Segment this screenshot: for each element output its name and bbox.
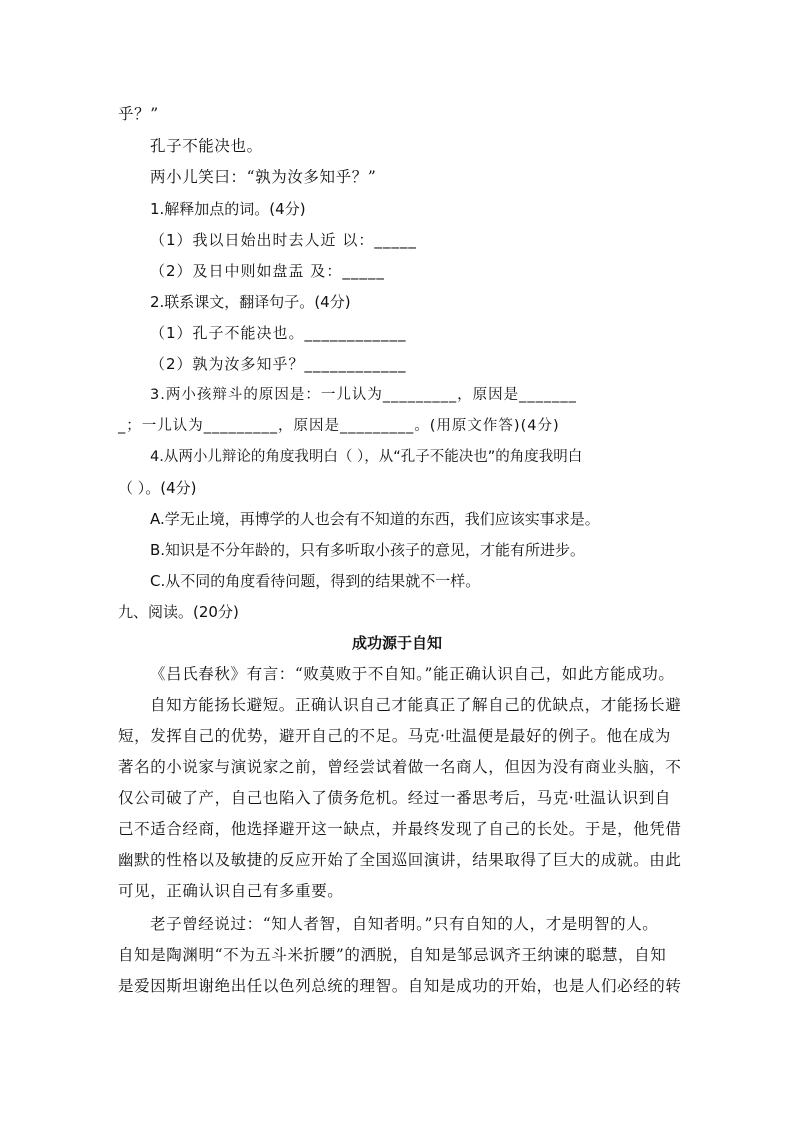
- article-title: 成功源于自知: [351, 634, 442, 652]
- article-line: 著名的小说家与演说家之前，曾经尝试着做一名商人，但因为没有商业头脑，不: [118, 758, 682, 776]
- question-2-item-2: （2）孰为汝多知乎？____________: [150, 355, 407, 373]
- article-line: 幽默的性格以及敏捷的反应开始了全国巡回演讲，结果取得了巨大的成就。由此: [118, 851, 682, 869]
- passage-line: 两小儿笑曰：“孰为汝多知乎？”: [150, 168, 377, 186]
- question-3-line-1: 3.两小孩辩斗的原因是：一儿认为_________，原因是_______: [150, 387, 577, 403]
- question-1-item-2: （2）及日中则如盘盂 及：_____: [150, 262, 385, 280]
- question-4-option-c: C.从不同的角度看待问题，得到的结果就不一样。: [150, 572, 481, 590]
- passage-line: 孔子不能决也。: [150, 137, 263, 155]
- question-1-stem: 1.解释加点的词。(4分): [150, 200, 306, 218]
- article-line: 短，发挥自己的优势，避开自己的不足。马克·吐温便是最好的例子。他在成为: [118, 727, 671, 745]
- passage-line: 乎？”: [118, 105, 159, 123]
- question-4-line-2: （ ）。(4分): [118, 479, 197, 497]
- question-4-option-b: B.知识是不分年龄的，只有多听取小孩子的意见，才能有所进步。: [150, 541, 586, 559]
- article-line: 自知是陶渊明“不为五斗米折腰”的洒脱，自知是邹忌讽齐王纳谏的聪慧，自知: [118, 946, 667, 964]
- question-2-stem: 2.联系课文，翻译句子。(4分): [150, 293, 351, 311]
- question-2-item-1: （1）孔子不能决也。____________: [150, 324, 407, 342]
- article-line: 己不适合经商，他选择避开这一缺点，并最终发现了自己的长处。于是，他凭借: [118, 820, 682, 838]
- article-line: 《吕氏春秋》有言：“败莫败于不自知。”能正确认识自己，如此方能成功。: [150, 665, 675, 683]
- article-line: 是爱因斯坦谢绝出任以色列总统的理智。自知是成功的开始，也是人们必经的转: [118, 977, 682, 995]
- article-line: 自知方能扬长避短。正确认识自己才能真正了解自己的优缺点，才能扬长避: [150, 696, 682, 714]
- question-1-item-1: （1）我以日始出时去人近 以：_____: [150, 231, 417, 249]
- article-line: 可见，正确认识自己有多重要。: [118, 882, 344, 900]
- article-line: 仅公司破了产，自己也陷入了债务危机。经过一番思考后，马克·吐温认识到自: [118, 789, 671, 807]
- question-3-line-2: _；一儿认为_________，原因是_________。(用原文作答)(4分): [118, 418, 560, 434]
- article-line: 老子曾经说过：“知人者智，自知者明。”只有自知的人，才是明智的人。: [150, 915, 659, 933]
- question-4-option-a: A.学无止境，再博学的人也会有不知道的东西，我们应该实事求是。: [150, 510, 600, 528]
- section-9-heading: 九、阅读。(20分): [118, 603, 239, 621]
- question-4-line-1: 4.从两小儿辩论的角度我明白（ ），从“孔子不能决也”的角度我明白: [150, 449, 583, 465]
